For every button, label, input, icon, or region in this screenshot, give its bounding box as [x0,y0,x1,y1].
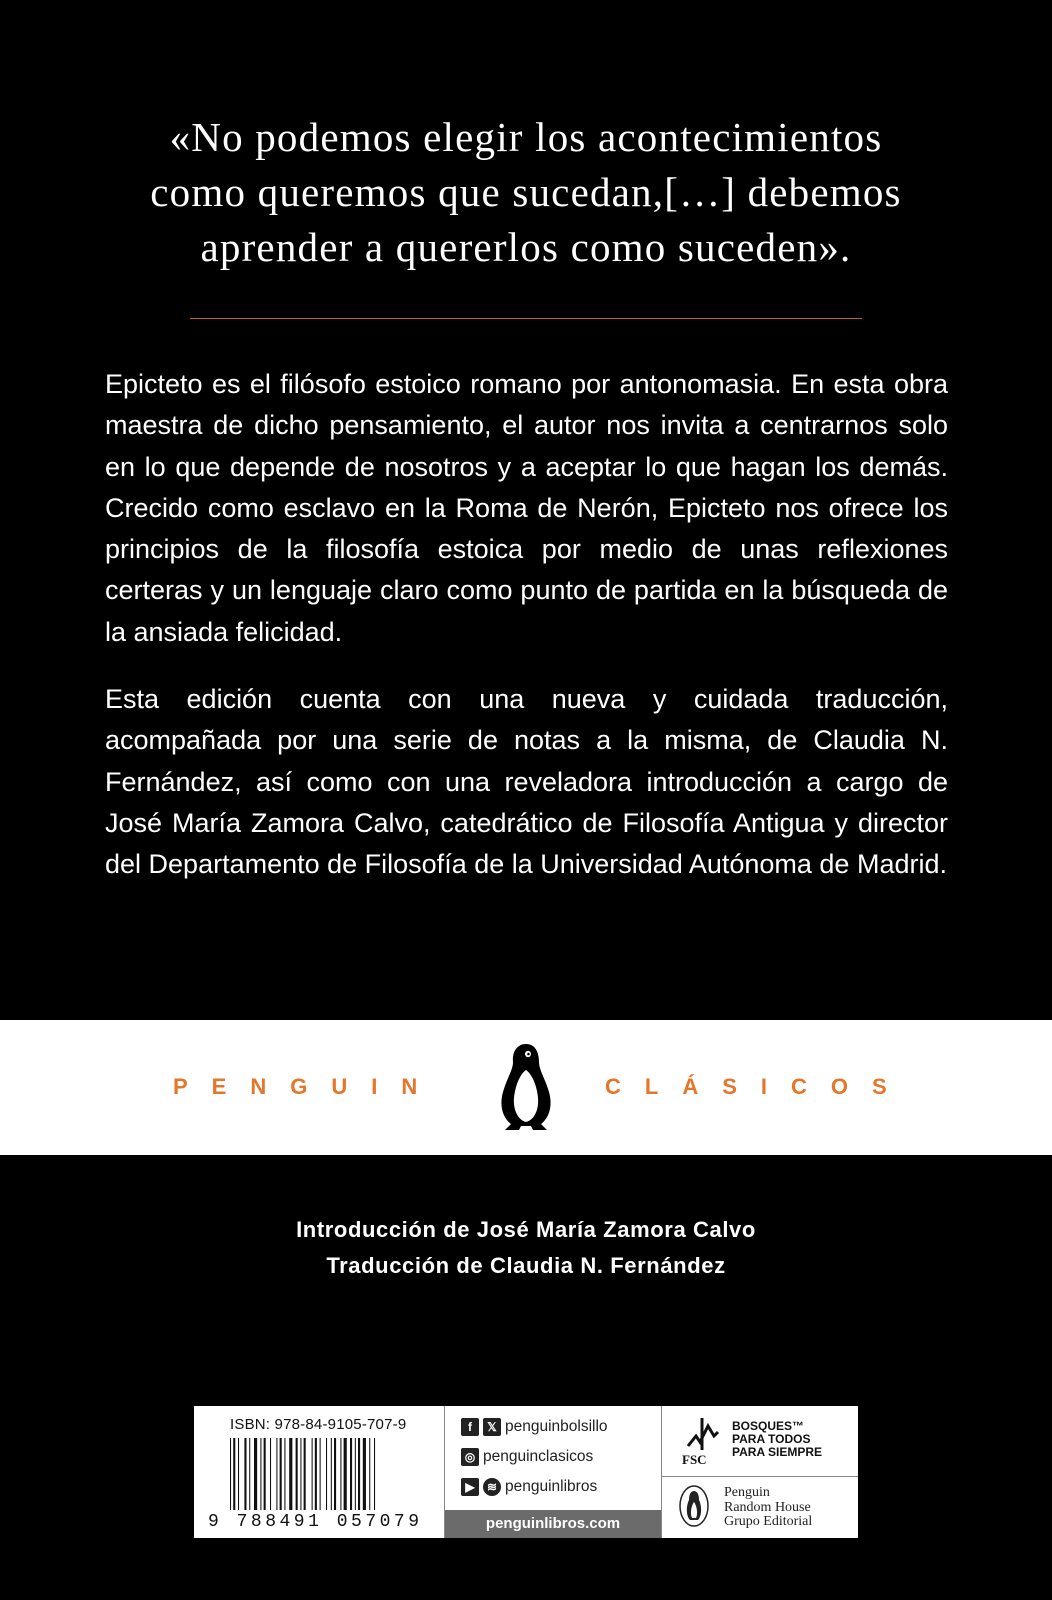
x-icon: 𝕏 [483,1418,501,1436]
social-handle: penguinbolsillo [505,1418,608,1435]
fsc-slogan-line-1: BOSQUES™ [732,1419,805,1433]
social-row-libros[interactable] [461,1476,597,1498]
publisher-line-3: Grupo Editorial [724,1514,813,1529]
quote-line-2: como queremos que sucedan,[…] debemos [150,169,902,215]
quote-line-3: aprender a quererlos como suceden». [200,224,852,270]
fsc-slogan-line-3: PARA SIEMPRE [732,1445,823,1459]
back-cover-info-box [194,1406,858,1538]
social-panel [445,1406,661,1538]
introduction-credit: Introducción de José María Zamora Calvo [296,1217,756,1242]
brand-panel [662,1406,858,1538]
fsc-certification [662,1406,858,1477]
barcode-digits: 9 788491 057079 [208,1512,423,1532]
description-paragraph-1: Epicteto es el filósofo estoico romano por antonomasia. En esta obra maestra de dicho pensamiento, el autor nos invita a centrarnos solo en lo que depende de nosotros y a aceptar lo que hagan los demás. Crecido como esclavo en la Roma de Nerón, Epicteto nos ofrece los principios de la filosofía estoica por medio de unas reflexiones certeras y un lenguaje claro como punto de partida en la búsqueda de la ansiada felicidad. [105,369,948,647]
translation-credit: Traducción de Claudia N. Fernández [326,1253,726,1278]
social-row-clasicos[interactable] [461,1446,593,1468]
back-cover-quote [100,110,952,275]
series-label-penguin: PENGUIN [173,1074,442,1099]
fsc-label: FSC [682,1452,707,1466]
quote-divider [190,318,862,319]
publisher-name [724,1486,812,1530]
spotify-icon: ≋ [483,1478,501,1496]
social-handle: penguinclasicos [483,1448,594,1465]
fsc-slogan-line-2: PARA TODOS [732,1432,811,1446]
penguin-logo-icon [495,1040,557,1134]
description-paragraph-2: Esta edición cuenta con una nueva y cuidada traducción, acompañada por una serie de notas a la misma, de Claudia N. Fernández, así como con una reveladora introducción a cargo de José María Zamora Calvo, catedrático de Filosofía Antigua y director del Departamento de Filosofía de la Universidad Autónoma de Madrid. [105,684,948,880]
youtube-icon: ▶ [461,1478,479,1496]
barcode-panel [194,1406,444,1538]
instagram-icon: ◎ [461,1448,479,1466]
facebook-icon: f [461,1418,479,1436]
isbn-label: ISBN: 978-84-9105-707-9 [230,1416,407,1433]
fsc-tree-icon [680,1414,724,1466]
barcode [230,1438,420,1510]
series-label-clasicos: CLÁSICOS [605,1074,911,1099]
quote-line-1: «No podemos elegir los acontecimientos [169,114,883,160]
social-row-bolsillo[interactable] [461,1416,608,1438]
publisher-line-1: Penguin [724,1485,770,1500]
publisher-line-2: Random House [724,1499,811,1515]
website-link[interactable]: penguinlibros.com [445,1510,661,1538]
fsc-slogan [732,1420,822,1459]
social-handle: penguinlibros [505,1478,598,1495]
prh-penguin-icon [678,1484,710,1528]
